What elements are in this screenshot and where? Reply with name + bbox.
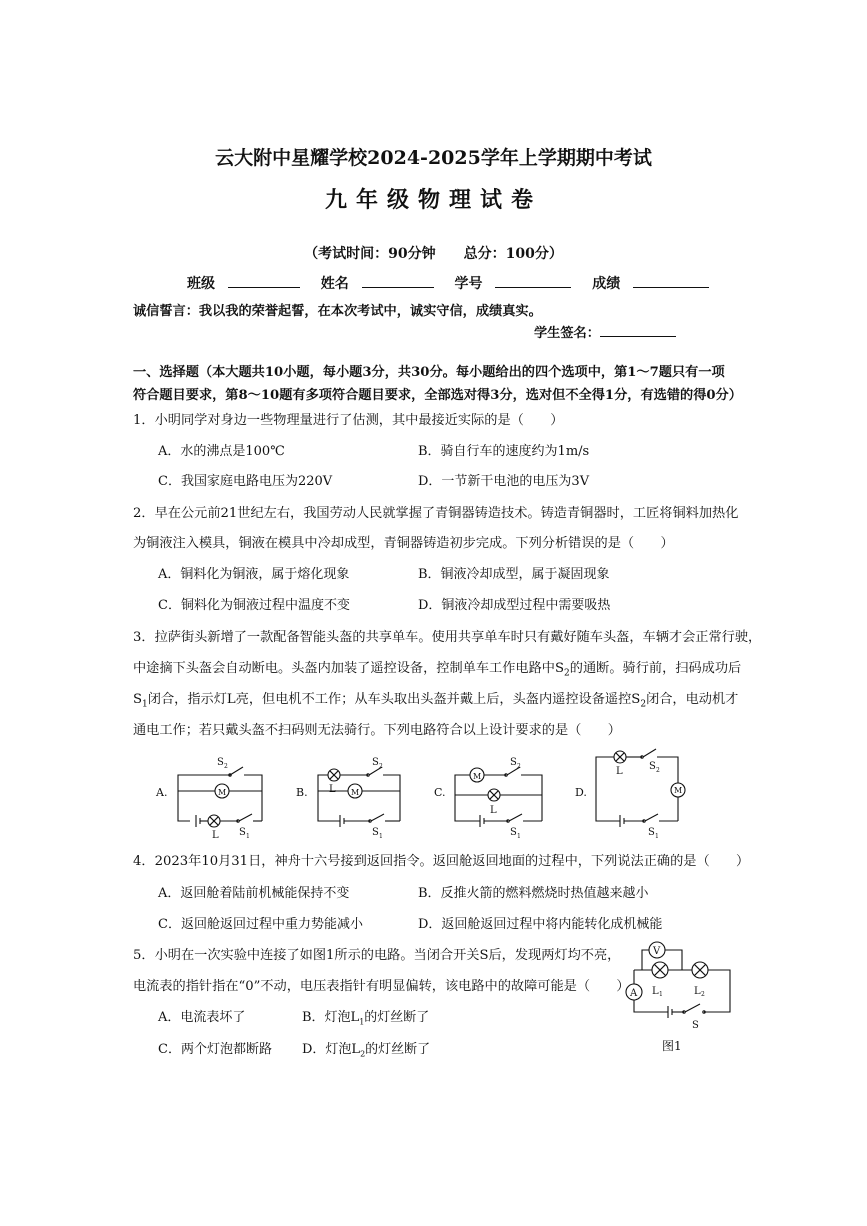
circuit-c[interactable]	[455, 767, 542, 827]
q1-option-b[interactable]: B．骑自行车的速度约为1m/s	[418, 444, 590, 459]
class-field[interactable]	[228, 273, 300, 288]
q3-line3	[133, 688, 738, 710]
section1-line1: 一、选择题（本大题共10小题，每小题3分，共30分。每小题给出的四个选项中，第1～7题只有一项	[133, 365, 725, 380]
lamp-label: L	[329, 784, 336, 795]
figure-caption: 图1	[662, 1039, 682, 1053]
switch-label: S	[692, 1020, 699, 1031]
q5-option-d-text-end: 的灯丝断了	[365, 1042, 431, 1057]
circuit-a[interactable]	[178, 767, 262, 827]
subscript-1: 1	[517, 833, 521, 840]
subscript-1: 1	[379, 833, 383, 840]
q2-option-c[interactable]: C．铜料化为铜液过程中温度不变	[158, 598, 350, 613]
ammeter-label: A	[630, 988, 638, 999]
signature-row	[534, 322, 676, 341]
lamp-l2-label: L	[694, 986, 701, 997]
motor-label: M	[351, 788, 360, 797]
q5-option-b[interactable]	[302, 1006, 429, 1027]
q3-line1: 3．拉萨街头新增了一款配备智能头盔的共享单车。使用共享单车时只有戴好随车头盔，车辆才会正常行驶，	[133, 630, 762, 645]
subscript-2: 2	[640, 699, 647, 710]
q5-option-c[interactable]: C．两个灯泡都断路	[158, 1042, 272, 1057]
honesty-pledge: 诚信誓言：我以我的荣誉起誓，在本次考试中，诚实守信，成绩真实。	[133, 304, 542, 319]
subscript-2: 2	[224, 763, 228, 770]
class-label: 班级	[187, 276, 215, 292]
q5-option-b-text: B．灯泡L	[302, 1010, 360, 1025]
lamp-label: L	[212, 830, 219, 841]
subscript-1: 1	[659, 991, 663, 998]
option-d-label: D.	[575, 786, 587, 799]
switch-label: S	[649, 761, 656, 772]
name-label: 姓名	[320, 276, 349, 292]
q3-line2-text-end: 的通断。骑行前，扫码成功后	[569, 661, 742, 676]
lamp-label: L	[490, 805, 497, 816]
subscript-2: 2	[656, 767, 660, 774]
switch-label: S	[217, 757, 224, 768]
q5-line2: 电流表的指针指在“0”不动，电压表指针有明显偏转，该电路中的故障可能是（ ）	[133, 979, 630, 994]
q3-line3-text-end: 闭合，电动机才	[646, 692, 739, 707]
circuit-b[interactable]	[318, 767, 400, 827]
subscript-1: 1	[359, 1017, 365, 1027]
voltmeter-label: V	[653, 946, 661, 957]
exam-info: （考试时间：90分钟 总分：100分）	[304, 246, 563, 262]
subscript-1: 1	[655, 833, 659, 840]
q4-option-c[interactable]: C．返回舱返回过程中重力势能减小	[158, 917, 363, 932]
student-info-row	[187, 273, 709, 293]
q4-option-a[interactable]: A．返回舱着陆前机械能保持不变	[158, 886, 350, 901]
subscript-2: 2	[379, 763, 383, 770]
motor-label: M	[674, 786, 683, 795]
switch-label: S	[510, 827, 517, 838]
q2-option-d[interactable]: D．铜液冷却成型过程中需要吸热	[418, 598, 611, 613]
name-field[interactable]	[362, 273, 434, 288]
q3-circuit-diagrams	[150, 743, 710, 841]
switch-label: S	[372, 757, 379, 768]
q2-option-a[interactable]: A．铜料化为铜液，属于熔化现象	[158, 567, 350, 582]
q3-line2-text: 中途摘下头盔会自动断电。头盔内加装了遥控设备，控制单车工作电路中S	[133, 661, 565, 676]
subscript-2: 2	[360, 1049, 366, 1059]
number-label: 学号	[454, 276, 483, 292]
q3-line2	[133, 657, 741, 679]
subscript-2: 2	[517, 763, 521, 770]
q5-option-d[interactable]	[302, 1038, 430, 1059]
q3-line4: 通电工作；若只戴头盔不扫码则无法骑行。下列电路符合以上设计要求的是（ ）	[133, 723, 621, 738]
q1-option-c[interactable]: C．我国家庭电路电压为220V	[158, 474, 333, 489]
q3-line3-s: S	[133, 692, 143, 707]
q3-line3-text: 闭合，指示灯L亮，但电机不工作；从车头取出头盔并戴上后，头盔内遥控设备遥控S	[147, 692, 641, 707]
score-label: 成绩	[592, 276, 621, 292]
q5-line1: 5．小明在一次实验中连接了如图1所示的电路。当闭合开关S后，发现两灯均不亮，	[133, 948, 621, 963]
school-title: 云大附中星耀学校2024-2025学年上学期期中考试	[215, 147, 652, 169]
q2-line1: 2．早在公元前21世纪左右，我国劳动人民就掌握了青铜器铸造技术。铸造青铜器时，工匠将铜料加热化	[133, 506, 739, 521]
q2-line2: 为铜液注入模具，铜液在模具中冷却成型，青铜器铸造初步完成。下列分析错误的是（ ）	[133, 536, 674, 551]
q5-option-d-text: D．灯泡L	[302, 1042, 361, 1057]
number-field[interactable]	[495, 273, 571, 288]
section1-line2: 符合题目要求，第8～10题有多项符合题目要求，全部选对得3分，选对但不全得1分，有选错的得0分）	[133, 388, 742, 403]
q4-option-d[interactable]: D．返回舱返回过程中将内能转化成机械能	[418, 917, 663, 932]
signature-field[interactable]	[600, 322, 676, 337]
switch-label: S	[372, 827, 379, 838]
q2-option-b[interactable]: B．铜液冷却成型，属于凝固现象	[418, 567, 610, 582]
q1-stem: 1．小明同学对身边一些物理量进行了估测，其中最接近实际的是（ ）	[133, 413, 564, 428]
q5-option-a[interactable]: A．电流表坏了	[158, 1010, 246, 1025]
subscript-2: 2	[701, 991, 705, 998]
switch-label: S	[648, 827, 655, 838]
q1-option-d[interactable]: D．一节新干电池的电压为3V	[418, 474, 590, 489]
figure-1-circuit	[620, 932, 740, 1058]
switch-label: S	[510, 757, 517, 768]
motor-label: M	[473, 772, 482, 781]
option-c-label: C.	[434, 786, 446, 799]
option-a-label: A.	[156, 786, 168, 799]
lamp-l1-label: L	[652, 986, 659, 997]
subscript-2: 2	[564, 668, 570, 679]
signature-label: 学生签名：	[534, 326, 600, 341]
circuit-d[interactable]	[596, 749, 685, 827]
option-b-label: B.	[296, 786, 308, 799]
q1-option-a[interactable]: A．水的沸点是100℃	[158, 444, 285, 459]
q4-stem: 4．2023年10月31日，神舟十六号接到返回指令。返回舱返回地面的过程中，下列说法正确的是（ ）	[133, 854, 750, 869]
q5-option-b-text-end: 的灯丝断了	[364, 1010, 430, 1025]
lamp-label: L	[616, 766, 623, 777]
score-field[interactable]	[633, 273, 709, 288]
motor-label: M	[218, 788, 227, 797]
q4-option-b[interactable]: B．反推火箭的燃料燃烧时热值越来越小	[418, 886, 649, 901]
paper-title: 九年级物理试卷	[324, 187, 542, 213]
subscript-1: 1	[142, 699, 148, 710]
subscript-1: 1	[246, 833, 250, 840]
switch-label: S	[239, 827, 246, 838]
